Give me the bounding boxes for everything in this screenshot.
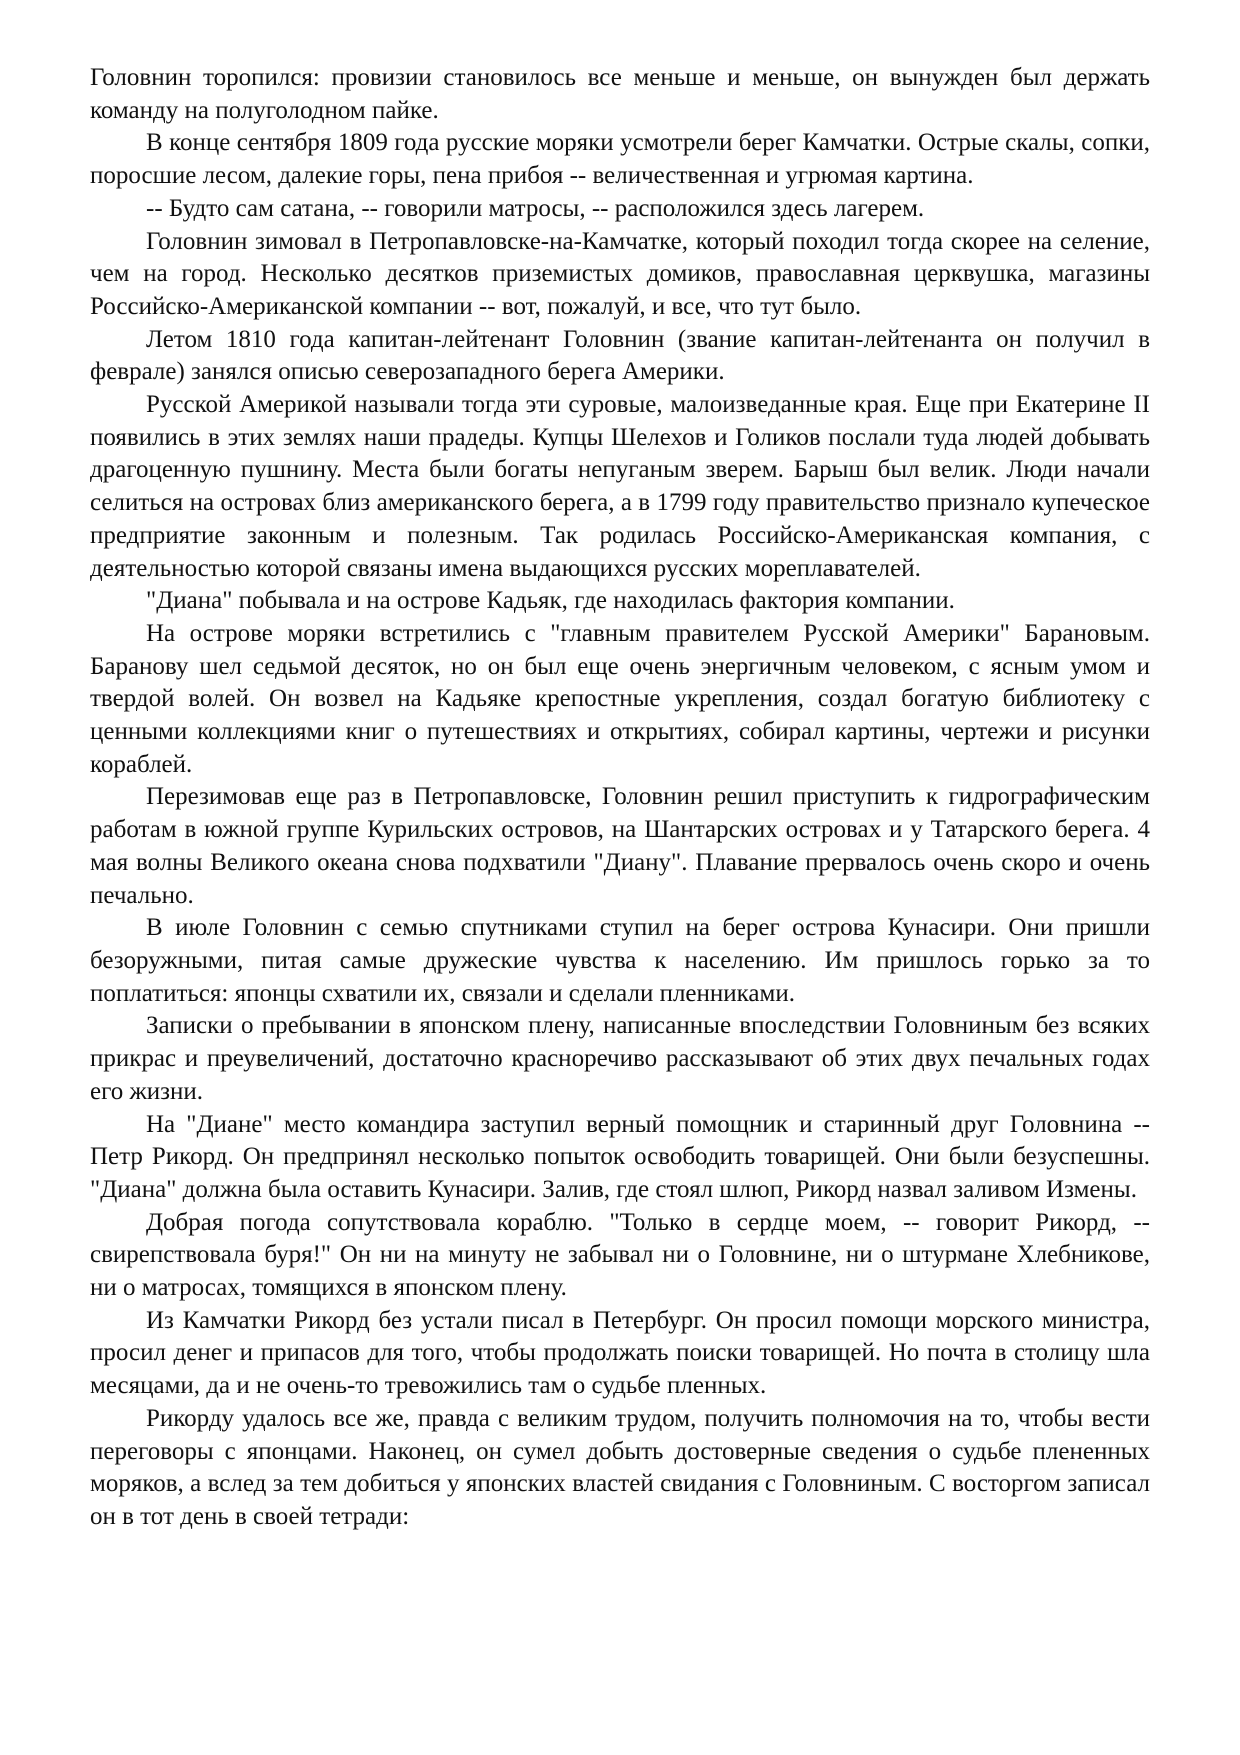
- paragraph: Головнин торопился: провизии становилось все меньше и меньше, он вынужден был держать команду на полуголодном пайке.: [90, 64, 1150, 124]
- paragraph: Из Камчатки Рикорд без устали писал в Петербург. Он просил помощи морского министра, просил денег и припасов для того, чтобы продолжать поиски товарищей. Но почта в столицу шла месяцами, да и не очень-то тревожились там о судьбе пленных.: [90, 1306, 1150, 1400]
- paragraph: -- Будто сам сатана, -- говорили матросы, -- расположился здесь лагерем.: [146, 194, 925, 222]
- paragraph: Добрая погода сопутствовала кораблю. "Только в сердце моем, -- говорит Рикорд, -- свирепствовала буря!" Он ни на минуту не забывал ни о Головнине, ни о штурмане Хлебникове, ни о матросах, томящихся в японском плену.: [90, 1208, 1150, 1302]
- document-page: [90, 62, 1150, 1534]
- paragraph: Русской Америкой называли тогда эти суровые, малоизведанные края. Еще при Екатерине II появились в этих землях наши прадеды. Купцы Шелехов и Голиков послали туда людей добывать драгоценную пушнину. Места были богаты непуганым зверем. Барыш был велик. Люди начали селиться на островах близ американского берега, а в 1799 году правительство признало купеческое предприятие законным и полезным. Так родилась Российско-Американская компания, с деятельностью которой связаны имена выдающихся русских мореплавателей.: [90, 391, 1150, 582]
- paragraph: Головнин зимовал в Петропавловске-на-Камчатке, который походил тогда скорее на селение, чем на город. Несколько десятков приземистых домиков, православная церквушка, магазины Российско-Американской компании -- вот, пожалуй, и все, что тут было.: [90, 227, 1150, 320]
- paragraph: В июле Головнин с семью спутниками ступил на берег острова Кунасири. Они пришли безоружными, питая самые дружеские чувства к населению. Им пришлось горько за то поплатиться: японцы схватили их, связали и сделали пленниками.: [90, 914, 1150, 1007]
- paragraph: Летом 1810 года капитан-лейтенант Головнин (звание капитан-лейтенанта он получил в феврале) занялся описью северозападного берега Америки.: [90, 325, 1150, 386]
- paragraph: В конце сентября 1809 года русские моряки усмотрели берег Камчатки. Острые скалы, сопки, поросшие лесом, далекие горы, пена прибоя -- величественная и угрюмая картина.: [90, 129, 1150, 190]
- paragraph: "Диана" побывала и на острове Кадьяк, где находилась фактория компании.: [146, 587, 955, 615]
- paragraph: Записки о пребывании в японском плену, написанные впоследствии Головниным без всяких прикрас и преувеличений, достаточно красноречиво рассказывают об этих двух печальных годах его жизни.: [90, 1012, 1150, 1105]
- paragraph: Рикорду удалось все же, правда с великим трудом, получить полномочия на то, чтобы вести переговоры с японцами. Наконец, он сумел добыть достоверные сведения о судьбе плененных моряков, а вслед за тем добиться у японских властей свидания с Головниным. С восторгом записал он в тот день в своей тетради:: [90, 1404, 1150, 1530]
- paragraph: На острове моряки встретились с "главным правителем Русской Америки" Барановым. Баранову шел седьмой десяток, но он был еще очень энергичным человеком, с ясным умом и твердой волей. Он возвел на Кадьяке крепостные укрепления, создал богатую библиотеку с ценными коллекциями книг о путешествиях и открытиях, собирал картины, чертежи и рисунки кораблей.: [90, 619, 1150, 778]
- paragraph: Перезимовав еще раз в Петропавловске, Головнин решил приступить к гидрографическим работам в южной группе Курильских островов, на Шантарских островах и у Татарского берега. 4 мая волны Великого океана снова подхватили "Диану". Плавание прервалось очень скоро и очень печально.: [90, 783, 1150, 909]
- paragraph: На "Диане" место командира заступил верный помощник и старинный друг Головнина -- Петр Рикорд. Он предпринял несколько попыток освободить товарищей. Они были безуспешны. "Диана" должна была оставить Кунасири. Залив, где стоял шлюп, Рикорд назвал заливом Измены.: [90, 1110, 1150, 1203]
